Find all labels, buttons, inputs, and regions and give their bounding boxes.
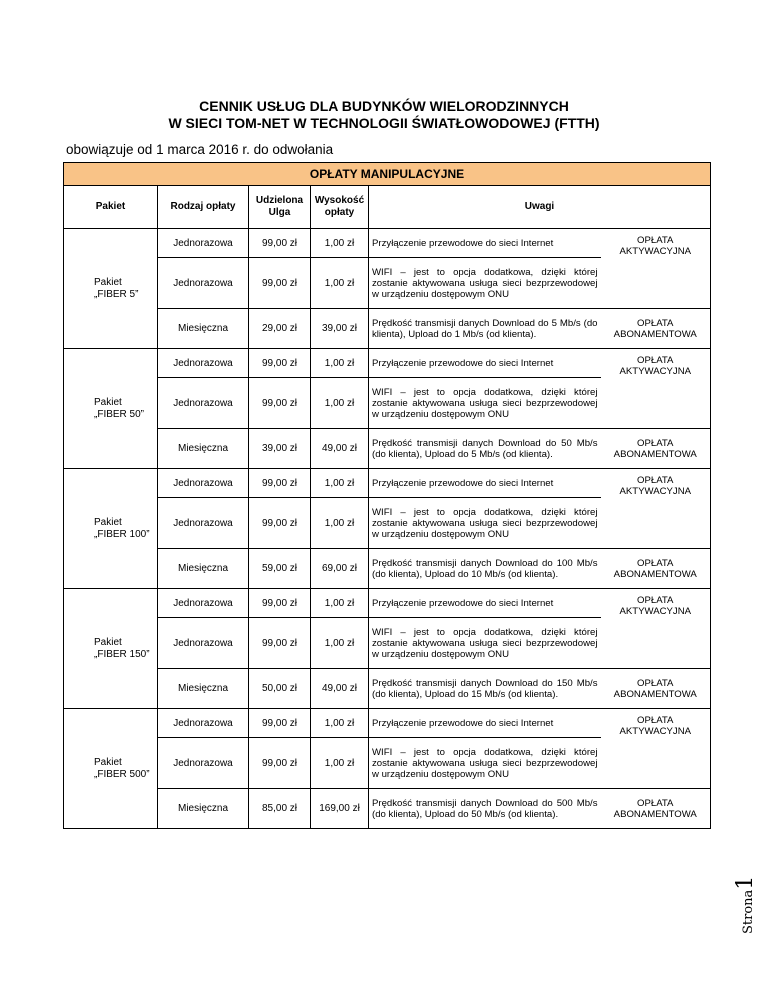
fee-amount: 1,00 zł xyxy=(311,589,369,618)
page-footer xyxy=(733,824,757,934)
activation-fee-label: OPŁATA AKTYWACYJNA xyxy=(601,709,711,789)
discount-value: 39,00 zł xyxy=(249,429,311,469)
fee-type: Jednorazowa xyxy=(158,258,249,309)
table-row xyxy=(64,549,711,589)
discount-value: 99,00 zł xyxy=(249,349,311,378)
fee-note: Przyłączenie przewodowe do sieci Internet xyxy=(369,709,601,738)
fee-amount: 39,00 zł xyxy=(311,309,369,349)
document-title xyxy=(0,98,768,132)
discount-value: 99,00 zł xyxy=(249,258,311,309)
activation-fee-label: OPŁATA AKTYWACYJNA xyxy=(601,469,711,549)
discount-value: 99,00 zł xyxy=(249,378,311,429)
fee-type: Miesięczna xyxy=(158,669,249,709)
table-row xyxy=(64,669,711,709)
validity-subtitle: obowiązuje od 1 marca 2016 r. do odwołania xyxy=(66,142,334,157)
fee-note: WIFI – jest to opcja dodatkowa, dzięki której zostanie aktywowana usługa sieci bezprzewodowej w urządzeniu dostępowym ONU xyxy=(369,498,601,549)
header-wysokosc: Wysokość opłaty xyxy=(311,186,369,229)
package-name: Pakiet „FIBER 50” xyxy=(64,349,158,469)
fee-type: Jednorazowa xyxy=(158,618,249,669)
table-row xyxy=(64,309,711,349)
header-pakiet: Pakiet xyxy=(64,186,158,229)
discount-value: 99,00 zł xyxy=(249,709,311,738)
fee-amount: 69,00 zł xyxy=(311,549,369,589)
header-rodzaj: Rodzaj opłaty xyxy=(158,186,249,229)
subscription-fee-label: OPŁATA ABONAMENTOWA xyxy=(601,789,711,829)
page-number: 1 xyxy=(733,875,758,890)
activation-fee-label: OPŁATA AKTYWACYJNA xyxy=(601,349,711,429)
package-name: Pakiet „FIBER 100” xyxy=(64,469,158,589)
fee-amount: 49,00 zł xyxy=(311,669,369,709)
fee-amount: 1,00 zł xyxy=(311,618,369,669)
page-word: Strona xyxy=(741,889,756,934)
fee-type: Jednorazowa xyxy=(158,349,249,378)
table-row xyxy=(64,589,711,618)
fee-amount: 1,00 zł xyxy=(311,469,369,498)
fee-amount: 1,00 zł xyxy=(311,258,369,309)
package-name: Pakiet „FIBER 5” xyxy=(64,229,158,349)
fee-amount: 169,00 zł xyxy=(311,789,369,829)
discount-value: 99,00 zł xyxy=(249,618,311,669)
section-title: OPŁATY MANIPULACYJNE xyxy=(64,163,711,186)
fee-amount: 49,00 zł xyxy=(311,429,369,469)
fee-type: Miesięczna xyxy=(158,789,249,829)
fee-amount: 1,00 zł xyxy=(311,498,369,549)
discount-value: 99,00 zł xyxy=(249,469,311,498)
discount-value: 99,00 zł xyxy=(249,498,311,549)
package-name: Pakiet „FIBER 150” xyxy=(64,589,158,709)
fee-note: Prędkość transmisji danych Download do 50 Mb/s (do klienta), Upload do 5 Mb/s (od klienta). xyxy=(369,429,601,469)
fee-type: Jednorazowa xyxy=(158,738,249,789)
table-row xyxy=(64,469,711,498)
fee-type: Miesięczna xyxy=(158,429,249,469)
discount-value: 85,00 zł xyxy=(249,789,311,829)
fee-type: Miesięczna xyxy=(158,549,249,589)
table-row xyxy=(64,789,711,829)
table-row xyxy=(64,429,711,469)
fee-note: Prędkość transmisji danych Download do 100 Mb/s (do klienta), Upload do 10 Mb/s (od klienta). xyxy=(369,549,601,589)
price-table xyxy=(63,162,711,829)
fee-amount: 1,00 zł xyxy=(311,229,369,258)
fee-note: Prędkość transmisji danych Download do 150 Mb/s (do klienta), Upload do 15 Mb/s (od klienta). xyxy=(369,669,601,709)
activation-fee-label: OPŁATA AKTYWACYJNA xyxy=(601,229,711,309)
fee-note: WIFI – jest to opcja dodatkowa, dzięki której zostanie aktywowana usługa sieci bezprzewodowej w urządzeniu dostępowym ONU xyxy=(369,738,601,789)
fee-note: Przyłączenie przewodowe do sieci Internet xyxy=(369,589,601,618)
fee-note: Prędkość transmisji danych Download do 500 Mb/s (do klienta), Upload do 50 Mb/s (od klienta). xyxy=(369,789,601,829)
fee-type: Jednorazowa xyxy=(158,229,249,258)
fee-type: Jednorazowa xyxy=(158,498,249,549)
fee-type: Jednorazowa xyxy=(158,469,249,498)
table-row xyxy=(64,229,711,258)
fee-note: Przyłączenie przewodowe do sieci Internet xyxy=(369,229,601,258)
discount-value: 50,00 zł xyxy=(249,669,311,709)
discount-value: 99,00 zł xyxy=(249,738,311,789)
discount-value: 99,00 zł xyxy=(249,589,311,618)
discount-value: 59,00 zł xyxy=(249,549,311,589)
title-line-2: W SIECI TOM-NET W TECHNOLOGII ŚWIATŁOWODOWEJ (FTTH) xyxy=(168,115,600,131)
fee-note: Przyłączenie przewodowe do sieci Internet xyxy=(369,349,601,378)
header-uwagi: Uwagi xyxy=(369,186,711,229)
fee-amount: 1,00 zł xyxy=(311,349,369,378)
fee-type: Miesięczna xyxy=(158,309,249,349)
fee-amount: 1,00 zł xyxy=(311,709,369,738)
fee-amount: 1,00 zł xyxy=(311,378,369,429)
discount-value: 99,00 zł xyxy=(249,229,311,258)
subscription-fee-label: OPŁATA ABONAMENTOWA xyxy=(601,309,711,349)
fee-type: Jednorazowa xyxy=(158,589,249,618)
title-line-1: CENNIK USŁUG DLA BUDYNKÓW WIELORODZINNYCH xyxy=(199,98,569,114)
fee-type: Jednorazowa xyxy=(158,378,249,429)
subscription-fee-label: OPŁATA ABONAMENTOWA xyxy=(601,669,711,709)
discount-value: 29,00 zł xyxy=(249,309,311,349)
fee-note: WIFI – jest to opcja dodatkowa, dzięki której zostanie aktywowana usługa sieci bezprzewodowej w urządzeniu dostępowym ONU xyxy=(369,378,601,429)
fee-note: WIFI – jest to opcja dodatkowa, dzięki której zostanie aktywowana usługa sieci bezprzewodowej w urządzeniu dostępowym ONU xyxy=(369,618,601,669)
fee-note: Przyłączenie przewodowe do sieci Internet xyxy=(369,469,601,498)
activation-fee-label: OPŁATA AKTYWACYJNA xyxy=(601,589,711,669)
fee-amount: 1,00 zł xyxy=(311,738,369,789)
fee-type: Jednorazowa xyxy=(158,709,249,738)
table-body xyxy=(64,229,711,829)
subscription-fee-label: OPŁATA ABONAMENTOWA xyxy=(601,429,711,469)
subscription-fee-label: OPŁATA ABONAMENTOWA xyxy=(601,549,711,589)
package-name: Pakiet „FIBER 500” xyxy=(64,709,158,829)
table-row xyxy=(64,349,711,378)
fee-note: Prędkość transmisji danych Download do 5 Mb/s (do klienta), Upload do 1 Mb/s (od klienta). xyxy=(369,309,601,349)
header-ulga: Udzielona Ulga xyxy=(249,186,311,229)
table-row xyxy=(64,709,711,738)
fee-note: WIFI – jest to opcja dodatkowa, dzięki której zostanie aktywowana usługa sieci bezprzewodowej w urządzeniu dostępowym ONU xyxy=(369,258,601,309)
